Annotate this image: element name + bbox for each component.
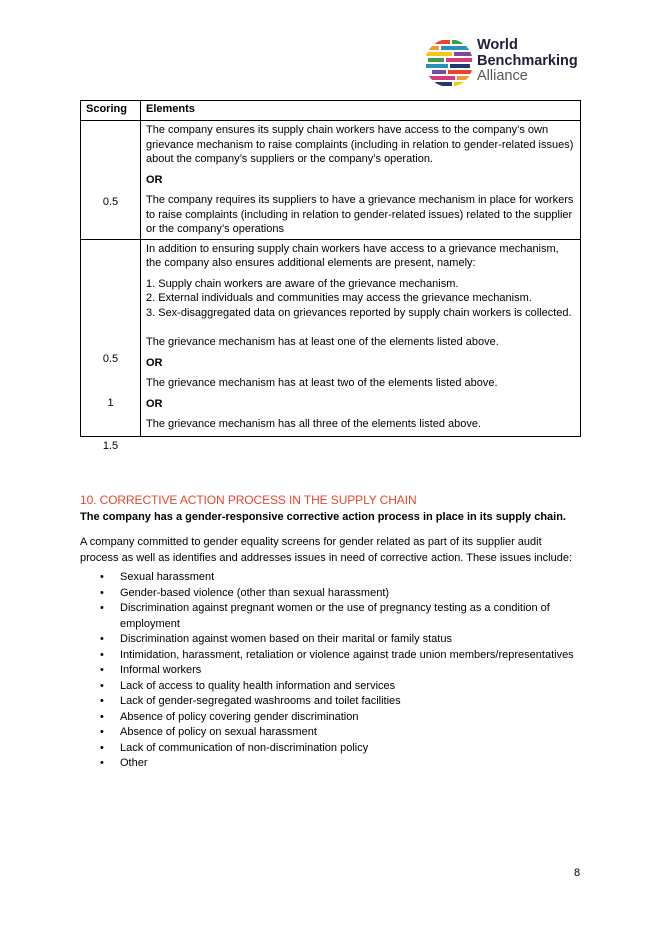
- logo-stripe: [450, 64, 470, 68]
- list-item: • Discrimination against women based on their marital or family status: [80, 632, 580, 648]
- or-label: OR: [146, 397, 163, 410]
- list-item: • Lack of access to quality health information and services: [80, 679, 580, 695]
- page-number: 8: [574, 867, 581, 879]
- elements-cell: [141, 121, 581, 240]
- logo-stripe: [457, 76, 469, 80]
- option-text: The grievance mechanism has all three of the elements listed above.: [146, 418, 482, 430]
- list-item: • Gender-based violence (other than sexual harassment): [80, 586, 580, 602]
- score-cell: [81, 121, 141, 240]
- element-item: 1. Supply chain workers are aware of the grievance mechanism.: [146, 277, 459, 290]
- list-item: • Sexual harassment: [80, 570, 580, 586]
- list-item: • Absence of policy covering gender discrimination: [80, 710, 580, 726]
- logo-line-benchmarking: Benchmarking: [477, 52, 578, 69]
- table-row: [81, 239, 581, 436]
- list-item: • Intimidation, harassment, retaliation or violence against trade union members/representatives: [80, 648, 580, 664]
- element-text: The company requires its suppliers to have a grievance mechanism in place for workers to raise complaints (including in relation to gender-related issues) related to the supplier or the company’s operations: [146, 194, 574, 235]
- logo-stripe: [429, 76, 455, 80]
- logo-stripe: [432, 70, 446, 74]
- list-item: • Lack of gender-segregated washrooms and toilet facilities: [80, 694, 580, 710]
- score-value: 1: [107, 396, 114, 409]
- element-text: The company ensures its supply chain workers have access to the company’s own grievance mechanism to raise complaints (including in relation to gender-related issues) about the company’s suppliers or the company’s operation.: [146, 124, 574, 165]
- list-item: • Informal workers: [80, 663, 580, 679]
- issues-list: [80, 570, 580, 772]
- logo-stripe: [427, 46, 439, 50]
- logo-line-world: World: [477, 37, 518, 53]
- element-item: 2. External individuals and communities may access the grievance mechanism.: [146, 292, 532, 304]
- section-subheading: The company has a gender-responsive corrective action process in place in its supply chain.: [80, 511, 566, 523]
- logo-line-alliance: Alliance: [477, 68, 528, 84]
- list-item: • Absence of policy on sexual harassment: [80, 725, 580, 741]
- option-text: The grievance mechanism has at least two of the elements listed above.: [146, 377, 498, 389]
- logo-stripe: [446, 58, 472, 62]
- or-label: OR: [146, 173, 163, 186]
- globe-stripes-icon: [424, 38, 474, 88]
- header-elements: Elements: [141, 101, 581, 121]
- header-scoring: Scoring: [81, 101, 141, 121]
- logo-stripe: [430, 40, 450, 44]
- logo-stripe: [448, 70, 472, 74]
- list-item: • Lack of communication of non-discrimination policy: [80, 741, 580, 757]
- score-cell: [81, 239, 141, 452]
- scoring-table: [80, 100, 581, 452]
- list-item: • Other: [80, 756, 580, 772]
- element-item: 3. Sex-disaggregated data on grievances reported by supply chain workers is collected.: [146, 306, 572, 319]
- logo-stripe: [452, 40, 466, 44]
- or-label: OR: [146, 356, 163, 369]
- score-value: 0.5: [102, 196, 119, 208]
- logo-stripe: [428, 58, 444, 62]
- table-row: [81, 121, 581, 240]
- score-value: 0.5: [102, 352, 119, 365]
- element-text: In addition to ensuring supply chain workers have access to a grievance mechanism, the company also ensures additional elements are present, namely:: [146, 242, 559, 269]
- logo-stripe: [441, 46, 471, 50]
- score-value: 1.5: [102, 439, 119, 452]
- logo-stripe: [434, 82, 452, 86]
- logo-stripe: [454, 52, 472, 56]
- option-text: The grievance mechanism has at least one of the elements listed above.: [146, 336, 499, 348]
- section-heading: 10. CORRECTIVE ACTION PROCESS IN THE SUPPLY CHAIN: [80, 493, 417, 507]
- logo-wordmark: [477, 38, 578, 85]
- logo-stripe: [424, 52, 452, 56]
- logo-stripe: [454, 82, 470, 86]
- elements-cell: [141, 239, 581, 436]
- list-item: • Discrimination against pregnant women or the use of pregnancy testing as a condition of employment: [80, 601, 580, 632]
- wba-logo: [424, 38, 594, 90]
- logo-stripe: [426, 64, 448, 68]
- table-header-row: [81, 101, 581, 121]
- section-paragraph: A company committed to gender equality screens for gender related as part of its supplier audit process as well as identifies and addresses issues in need of corrective action. These issues include:: [80, 536, 573, 564]
